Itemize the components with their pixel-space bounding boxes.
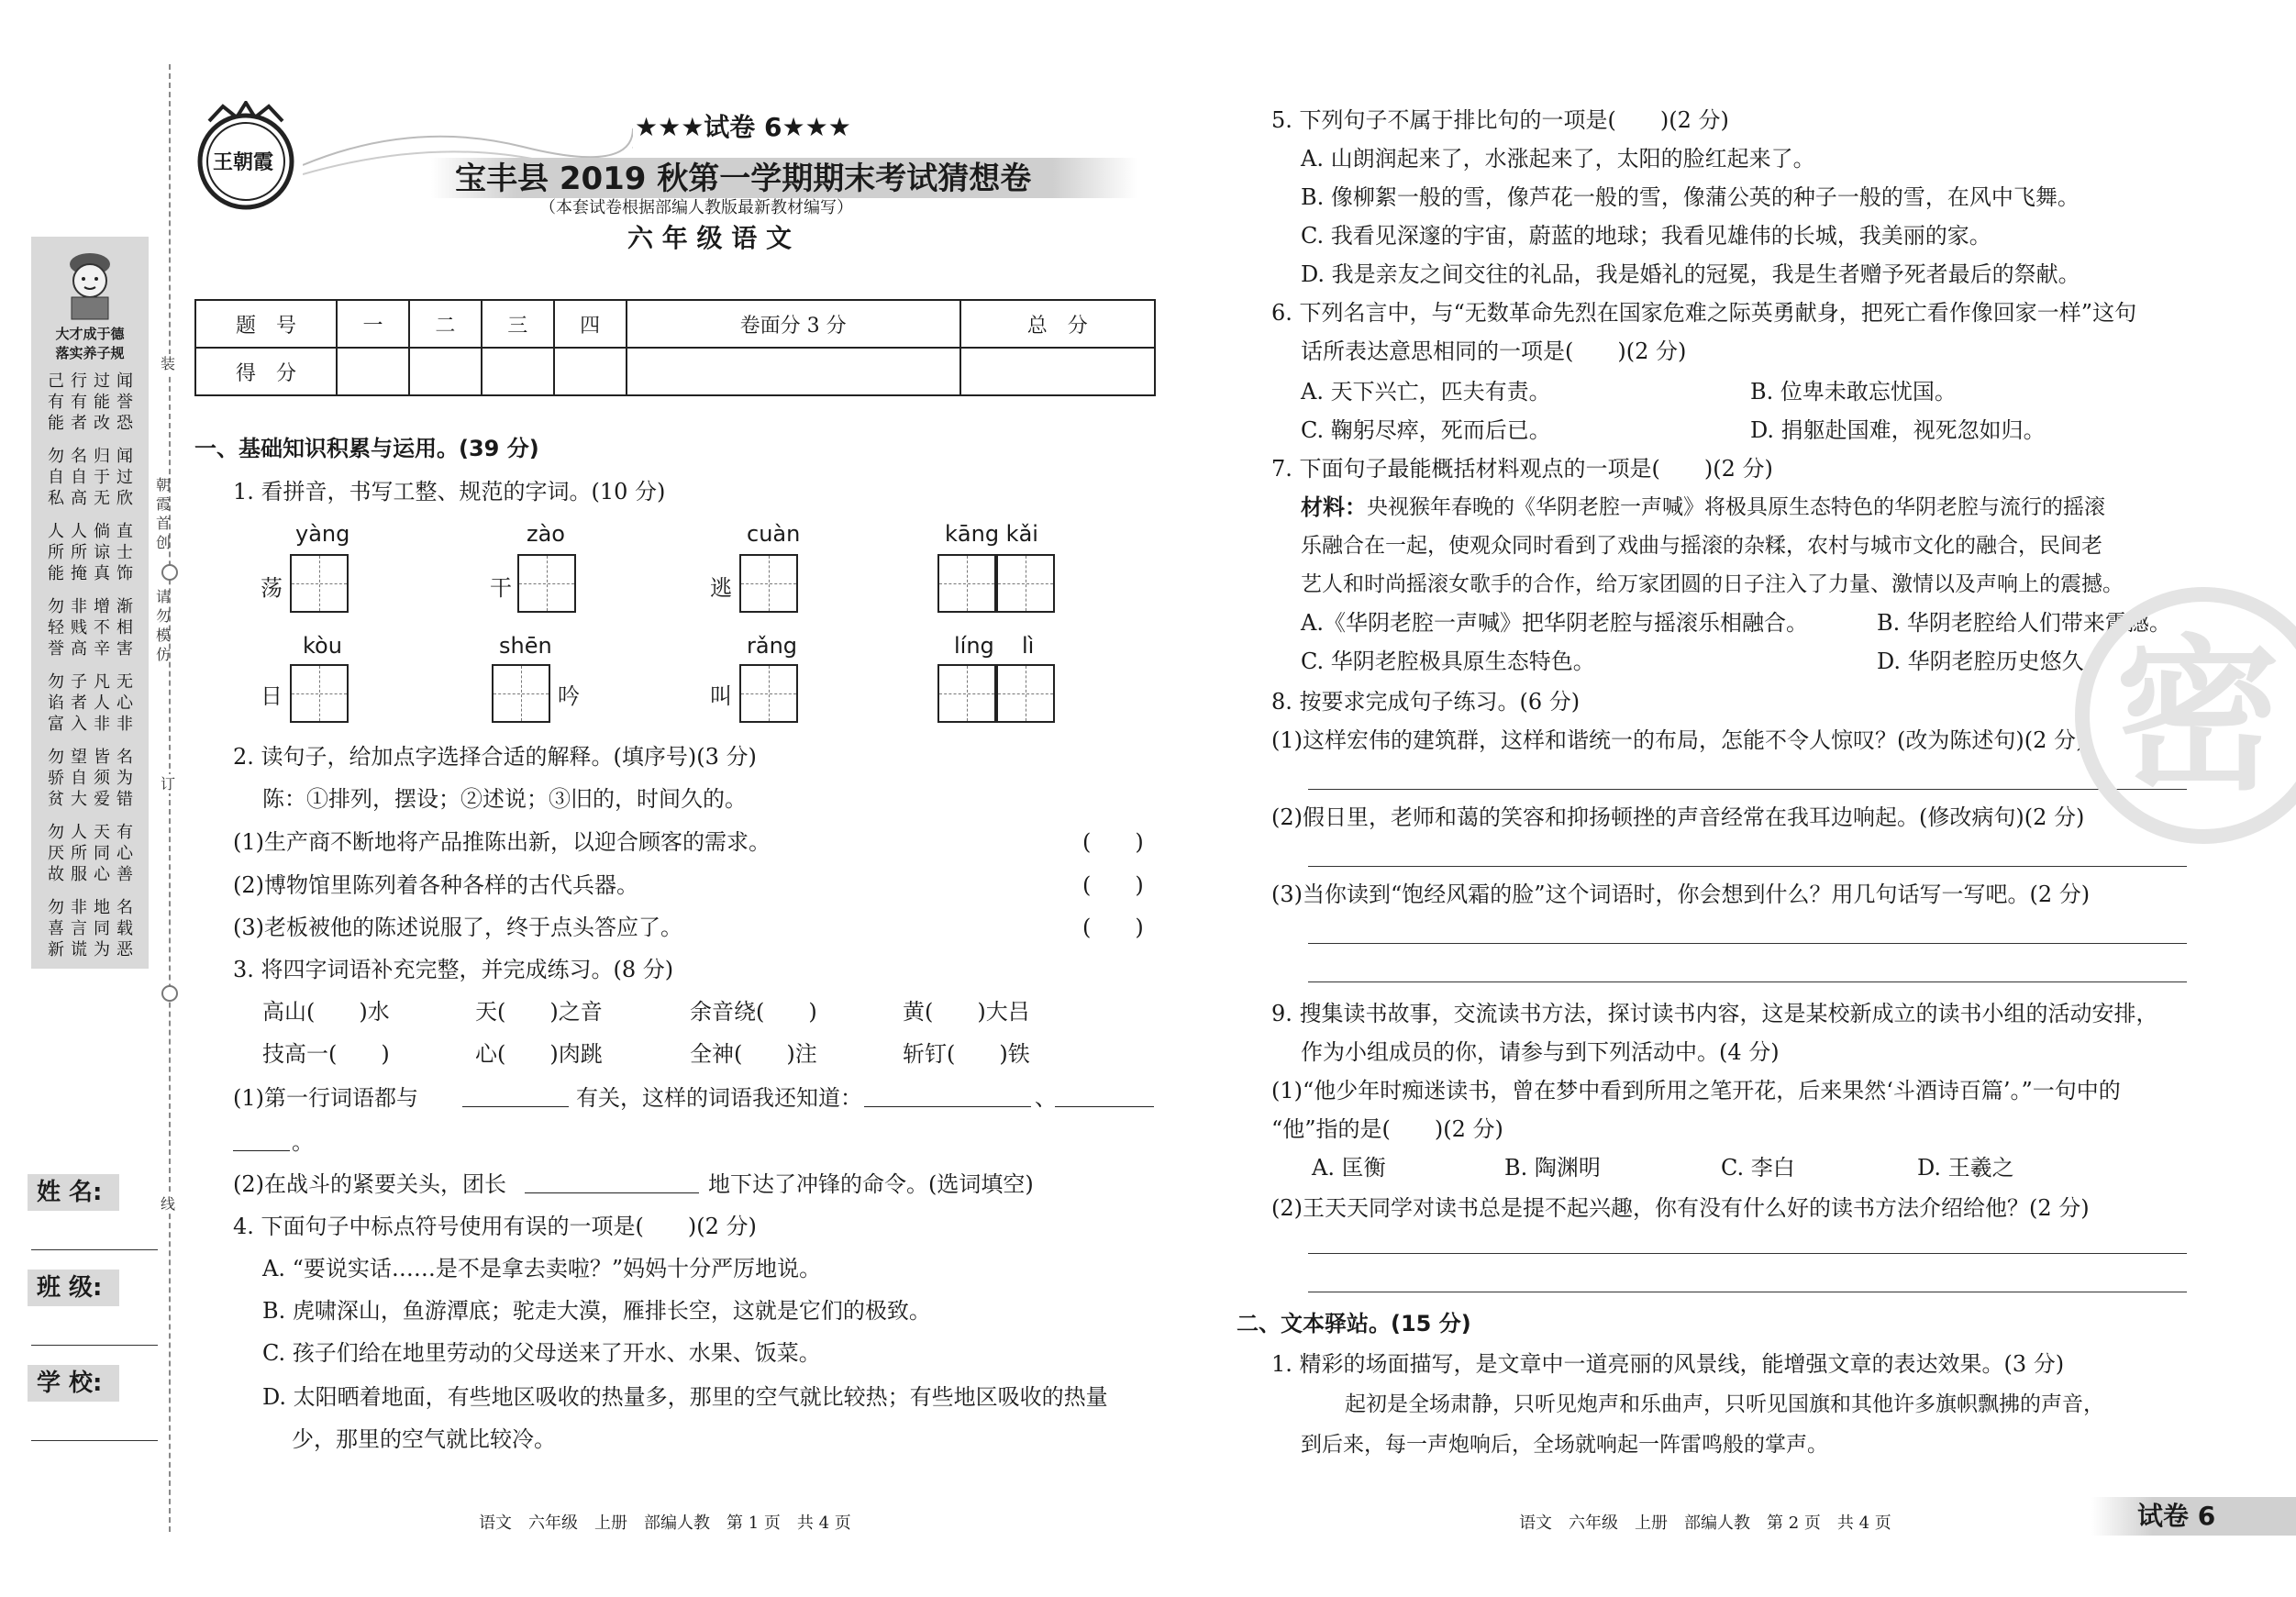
q2-item: (3)老板被他的陈述说服了，终于点头答应了。	[233, 915, 682, 940]
option[interactable]: C. 孩子们给在地里劳动的父母送来了开水、水果、饭菜。	[262, 1340, 821, 1366]
sidebar-rule-column: 过能改	[94, 372, 110, 433]
material-line: 艺人和时尚摇滚女歌手的合作，给万家团圆的日子注入了力量、激情以及声响上的震撼。	[1301, 572, 2124, 596]
writing-box[interactable]	[937, 554, 996, 613]
sidebar-rule-column: 勿喜新	[48, 898, 64, 959]
answer-blank[interactable]	[525, 1192, 699, 1193]
paper-subject: 六 年 级 语 文	[627, 223, 792, 253]
school-label-text: 学 校:	[37, 1370, 103, 1397]
answer-paren[interactable]: ( )	[1082, 915, 1144, 940]
pinyin: cuàn	[747, 521, 801, 547]
char: 吟	[558, 683, 580, 709]
q8-item: (1)这样宏伟的建筑群，这样和谐统一的布局，怎能不令人惊叹？(改为陈述句)(2 分)	[1271, 727, 2085, 753]
hint-ding: 订	[161, 775, 176, 793]
writing-box[interactable]	[517, 554, 576, 613]
char: 叫	[710, 683, 732, 709]
writing-box[interactable]	[290, 554, 349, 613]
score-header-cell: 总 分	[960, 300, 1155, 348]
brand-logo	[191, 101, 301, 211]
idiom-blank[interactable]: 天( )之音	[475, 999, 603, 1025]
option[interactable]: D. 王羲之	[1917, 1155, 2014, 1181]
pinyin: zào	[527, 521, 565, 547]
sidebar-rule-column: 勿骄贫	[48, 748, 64, 809]
material-line: 乐融合在一起，使观众同时看到了戏曲与摇滚的杂糅，农村与城市文化的融合，民间老	[1301, 534, 2102, 558]
writing-box[interactable]	[739, 554, 798, 613]
hint-creator: 朝霞首创	[156, 476, 172, 551]
motto-sidebar	[31, 237, 149, 969]
question-6: 6. 下列名言中，与“无数革命先烈在国家危难之际英勇献身，把死亡看作像回家一样”这句	[1271, 300, 2137, 326]
idiom-blank[interactable]: 全神( )注	[690, 1041, 817, 1067]
sidebar-rule-column: 闻誉恐	[116, 372, 133, 433]
char: 荡	[261, 575, 283, 601]
option[interactable]: A. “要说实话……是不是拿去卖啦？”妈妈十分严厉地说。	[262, 1256, 822, 1281]
sidebar-rule-column: 名载恶	[116, 898, 133, 959]
score-header-cell: 四	[554, 300, 627, 348]
question-8: 8. 按要求完成句子练习。(6 分)	[1271, 689, 1581, 715]
option[interactable]: B. 华阴老腔给人们带来震撼。	[1877, 610, 2171, 636]
binding-line	[169, 64, 171, 1532]
sidebar-rule-column: 有心善	[116, 823, 133, 884]
question-6-cont: 话所表达意思相同的一项是( )(2 分)	[1301, 338, 1687, 364]
sidebar-rule-column: 名自高	[71, 447, 87, 508]
q3-sub2-b: 地下达了冲锋的命令。(选词填空)	[708, 1171, 1034, 1197]
char: 干	[490, 575, 512, 601]
student-cartoon	[51, 244, 128, 321]
name-label-text: 姓 名:	[37, 1179, 103, 1206]
sidebar-rule-column: 直士饰	[116, 522, 133, 583]
score-cell[interactable]	[627, 348, 960, 395]
option[interactable]: D. 太阳晒着地面，有些地区吸收的热量多，那里的空气就比较热；有些地区吸收的热量	[262, 1384, 1108, 1410]
hint-xian: 线	[161, 1195, 176, 1213]
question-5: 5. 下列句子不属于排比句的一项是( )(2 分)	[1271, 107, 1729, 133]
sidebar-rule-column: 倘谅真	[94, 522, 110, 583]
q2-item: (1)生产商不断地将产品推陈出新，以迎合顾客的需求。	[233, 829, 771, 855]
score-cell[interactable]	[337, 348, 409, 395]
score-row-label: 得 分	[195, 348, 337, 395]
writing-box[interactable]	[996, 554, 1055, 613]
option[interactable]: C. 李白	[1721, 1155, 1795, 1181]
q3-sub2-a: (2)在战斗的紧要关头，团长	[233, 1171, 506, 1197]
question-9-cont: 作为小组成员的你，请参与到下列活动中。(4 分)	[1301, 1039, 1780, 1065]
score-table	[194, 299, 1156, 396]
answer-line[interactable]	[1308, 943, 2187, 944]
sidebar-rule-column: 归于无	[94, 447, 110, 508]
section-1-heading: 一、基础知识积累与运用。(39 分)	[194, 436, 539, 461]
answer-line[interactable]	[1308, 1253, 2187, 1254]
answer-line[interactable]	[1308, 789, 2187, 790]
class-field[interactable]	[31, 1345, 158, 1346]
idiom-blank[interactable]: 高山( )水	[262, 999, 390, 1025]
material-label: 材料：	[1301, 494, 1367, 520]
writing-box[interactable]	[290, 664, 349, 723]
q2-definitions: 陈：①排列，摆设；②述说；③旧的，时间久的。	[262, 786, 747, 812]
answer-blank[interactable]	[233, 1150, 290, 1151]
sidebar-rule-column: 己有能	[48, 372, 64, 433]
score-value-row	[195, 348, 1155, 395]
sidebar-rule-column: 非言谎	[71, 898, 87, 959]
pinyin: kāng kǎi	[945, 521, 1038, 547]
score-cell[interactable]	[482, 348, 554, 395]
q2-item: (2)博物馆里陈列着各种各样的古代兵器。	[233, 872, 638, 898]
sidebar-rule-column: 勿厌故	[48, 823, 64, 884]
section-2-heading: 二、文本驿站。(15 分)	[1237, 1311, 1471, 1336]
school-field[interactable]	[31, 1440, 158, 1441]
option[interactable]: A. 天下兴亡，匹夫有责。	[1301, 379, 1551, 405]
option[interactable]: A.《华阴老腔一声喊》把华阴老腔与摇滚乐相融合。	[1301, 610, 1808, 636]
sidebar-rule-column: 无心非	[116, 672, 133, 734]
hint-no-copy: 请勿模仿	[156, 588, 172, 663]
idiom-blank[interactable]: 余音绕( )	[690, 999, 817, 1025]
hint-zhuang: 装	[161, 355, 176, 372]
sidebar-rule-column: 名为错	[116, 748, 133, 809]
pinyin: lì	[1022, 633, 1035, 659]
idiom-blank[interactable]: 技高一( )	[262, 1041, 390, 1067]
option[interactable]: D. 华阴老腔历史悠久。	[1877, 649, 2106, 674]
char: 逃	[710, 575, 732, 601]
score-header-cell: 卷面分 3 分	[627, 300, 960, 348]
question-1: 1. 看拼音，书写工整、规范的字词。(10 分)	[233, 479, 666, 505]
q3-sub1-d: 。	[292, 1129, 314, 1155]
material-line: 央视猴年春晚的《华阴老腔一声喊》将极具原生态特色的华阴老腔与流行的摇滚	[1367, 495, 2105, 519]
q3-sub1-c: 、	[1035, 1085, 1057, 1111]
paper-subtitle: （本套试卷根据部编人教版最新教材编写）	[539, 198, 853, 217]
idiom-blank[interactable]: 心( )肉跳	[475, 1041, 603, 1067]
q3-sub1-b: 有关，这样的词语我还知道：	[576, 1085, 862, 1111]
score-header-cell: 三	[482, 300, 554, 348]
question-4: 4. 下面句子中标点符号使用有误的一项是( )(2 分)	[233, 1214, 757, 1239]
question-7: 7. 下面句子最能概括材料观点的一项是( )(2 分)	[1271, 456, 1773, 482]
sidebar-rule-column: 人所掩	[71, 522, 87, 583]
pinyin: líng	[954, 633, 994, 659]
q8-item: (2)假日里，老师和蔼的笑容和抑扬顿挫的声音经常在我耳边响起。(修改病句)(2 分)	[1271, 804, 2085, 830]
pinyin: rǎng	[747, 633, 798, 659]
sidebar-rule-column: 人所能	[48, 522, 64, 583]
option-continued: 少，那里的空气就比较冷。	[292, 1426, 556, 1452]
option[interactable]: A. 匡衡	[1312, 1155, 1386, 1181]
sidebar-rule-column: 人所服	[71, 823, 87, 884]
sidebar-rule-column: 子者入	[71, 672, 87, 734]
option[interactable]: B. 位卑未敢忘忧国。	[1750, 379, 1957, 405]
passage-line: 到后来，每一声炮响后，全场就响起一阵雷鸣般的掌声。	[1301, 1433, 1828, 1457]
option[interactable]: C. 鞠躬尽瘁，死而后已。	[1301, 417, 1551, 443]
answer-blank[interactable]	[864, 1106, 1031, 1107]
sidebar-rule-column: 凡人非	[94, 672, 110, 734]
logo-text: 王朝霞	[213, 150, 274, 174]
question-3: 3. 将四字词语补充完整，并完成练习。(8 分)	[233, 957, 674, 982]
answer-line[interactable]	[1308, 981, 2187, 982]
question-9: 9. 搜集读书故事，交流读书方法，探讨读书内容，这是某校新成立的读书小组的活动安排，	[1271, 1001, 2158, 1026]
writing-box[interactable]	[996, 664, 1055, 723]
option[interactable]: C. 华阴老腔极具原生态特色。	[1301, 649, 1595, 674]
score-cell[interactable]	[554, 348, 627, 395]
writing-box[interactable]	[937, 664, 996, 723]
answer-line[interactable]	[1308, 866, 2187, 867]
option[interactable]: D. 捐躯赴国难，视死忽如归。	[1750, 417, 2046, 443]
answer-blank[interactable]	[462, 1106, 569, 1107]
q3-sub1-a: (1)第一行词语都与	[233, 1085, 418, 1111]
score-cell[interactable]	[409, 348, 482, 395]
answer-paren[interactable]: ( )	[1082, 829, 1144, 855]
q9-sub1-cont: “他”指的是( )(2 分)	[1271, 1116, 1503, 1142]
sidebar-rule-column: 皆须爱	[94, 748, 110, 809]
answer-paren[interactable]: ( )	[1082, 872, 1144, 898]
passage-line: 起初是全场肃静，只听见炮声和乐曲声，只听见国旗和其他许多旗帜飘拂的声音，	[1345, 1392, 2104, 1416]
idiom-blank[interactable]: 黄( )大吕	[903, 999, 1030, 1025]
pinyin: kòu	[303, 633, 342, 659]
sidebar-motto-line1: 大才成于德	[55, 326, 125, 342]
punch-hole-icon	[161, 985, 178, 1002]
option[interactable]: B. 像柳絮一般的雪，像芦花一般的雪，像蒲公英的种子一般的雪，在风中飞舞。	[1301, 184, 2080, 210]
score-header-cell: 二	[409, 300, 482, 348]
q8-item: (3)当你读到“饱经风霜的脸”这个词语时，你会想到什么？用几句话写一写吧。(2 分)	[1271, 882, 2091, 907]
class-label-text: 班 级:	[37, 1274, 103, 1302]
option[interactable]: D. 我是亲友之间交往的礼品，我是婚礼的冠冕，我是生者赠予死者最后的祭献。	[1301, 261, 2080, 287]
sidebar-rule-column: 勿轻誉	[48, 597, 64, 659]
sidebar-rule-column: 天同心	[94, 823, 110, 884]
score-header-row	[195, 300, 1155, 348]
question-2: 2. 读句子，给加点字选择合适的解释。(填序号)(3 分)	[233, 744, 757, 770]
score-cell[interactable]	[960, 348, 1155, 395]
answer-blank[interactable]	[1055, 1106, 1154, 1107]
page-2-footer: 语文 六年级 上册 部编人教 第 2 页 共 4 页	[1519, 1514, 1891, 1533]
pinyin: shēn	[499, 633, 552, 659]
punch-hole-icon	[161, 564, 178, 581]
sidebar-motto-line2: 落实养子规	[55, 345, 125, 361]
watermark-char: 密	[2115, 619, 2281, 813]
option[interactable]: B. 陶渊明	[1504, 1155, 1601, 1181]
paper-title: 宝丰县 2019 秋第一学期期末考试猜想卷	[455, 161, 1032, 197]
q9-sub2: (2)王天天同学对读书总是提不起兴趣，你有没有什么好的读书方法介绍给他？(2 分)	[1271, 1195, 2090, 1221]
sidebar-rule-column: 地同为	[94, 898, 110, 959]
char: 日	[261, 683, 283, 709]
q9-sub1: (1)“他少年时痴迷读书，曾在梦中看到所用之笔开花，后来果然‘斗酒诗百篇’。”一句中的	[1271, 1078, 2121, 1103]
sidebar-rule-column: 渐相害	[116, 597, 133, 659]
score-header-cell: 一	[337, 300, 409, 348]
pinyin: yàng	[295, 521, 350, 547]
option[interactable]: B. 虎啸深山，鱼游潭底；驼走大漠，雁排长空，这就是它们的极致。	[262, 1298, 931, 1324]
idiom-blank[interactable]: 斩钉( )铁	[903, 1041, 1030, 1067]
name-field[interactable]	[31, 1249, 158, 1250]
sidebar-rule-column: 勿谄富	[48, 672, 64, 734]
sidebar-rule-column: 望自大	[71, 748, 87, 809]
sidebar-rule-column: 行有者	[71, 372, 87, 433]
sidebar-rule-column: 勿自私	[48, 447, 64, 508]
writing-box[interactable]	[492, 664, 550, 723]
sidebar-rule-column: 非贱高	[71, 597, 87, 659]
writing-box[interactable]	[739, 664, 798, 723]
option[interactable]: A. 山朗润起来了，水涨起来了，太阳的脸红起来了。	[1301, 146, 1815, 172]
paper-badge: ★★★试卷 6★★★	[635, 112, 851, 142]
sidebar-rule-column: 增不辛	[94, 597, 110, 659]
option[interactable]: C. 我看见深邃的宇宙，蔚蓝的地球；我看见雄伟的长城，我美丽的家。	[1301, 223, 1991, 249]
sidebar-rule-column: 闻过欣	[116, 447, 133, 508]
corner-label: 试卷 6	[2137, 1501, 2216, 1531]
section-2-question-1: 1. 精彩的场面描写，是文章中一道亮丽的风景线，能增强文章的表达效果。(3 分)	[1271, 1351, 2065, 1377]
page-1-footer: 语文 六年级 上册 部编人教 第 1 页 共 4 页	[479, 1514, 851, 1533]
score-header-cell: 题 号	[195, 300, 337, 348]
